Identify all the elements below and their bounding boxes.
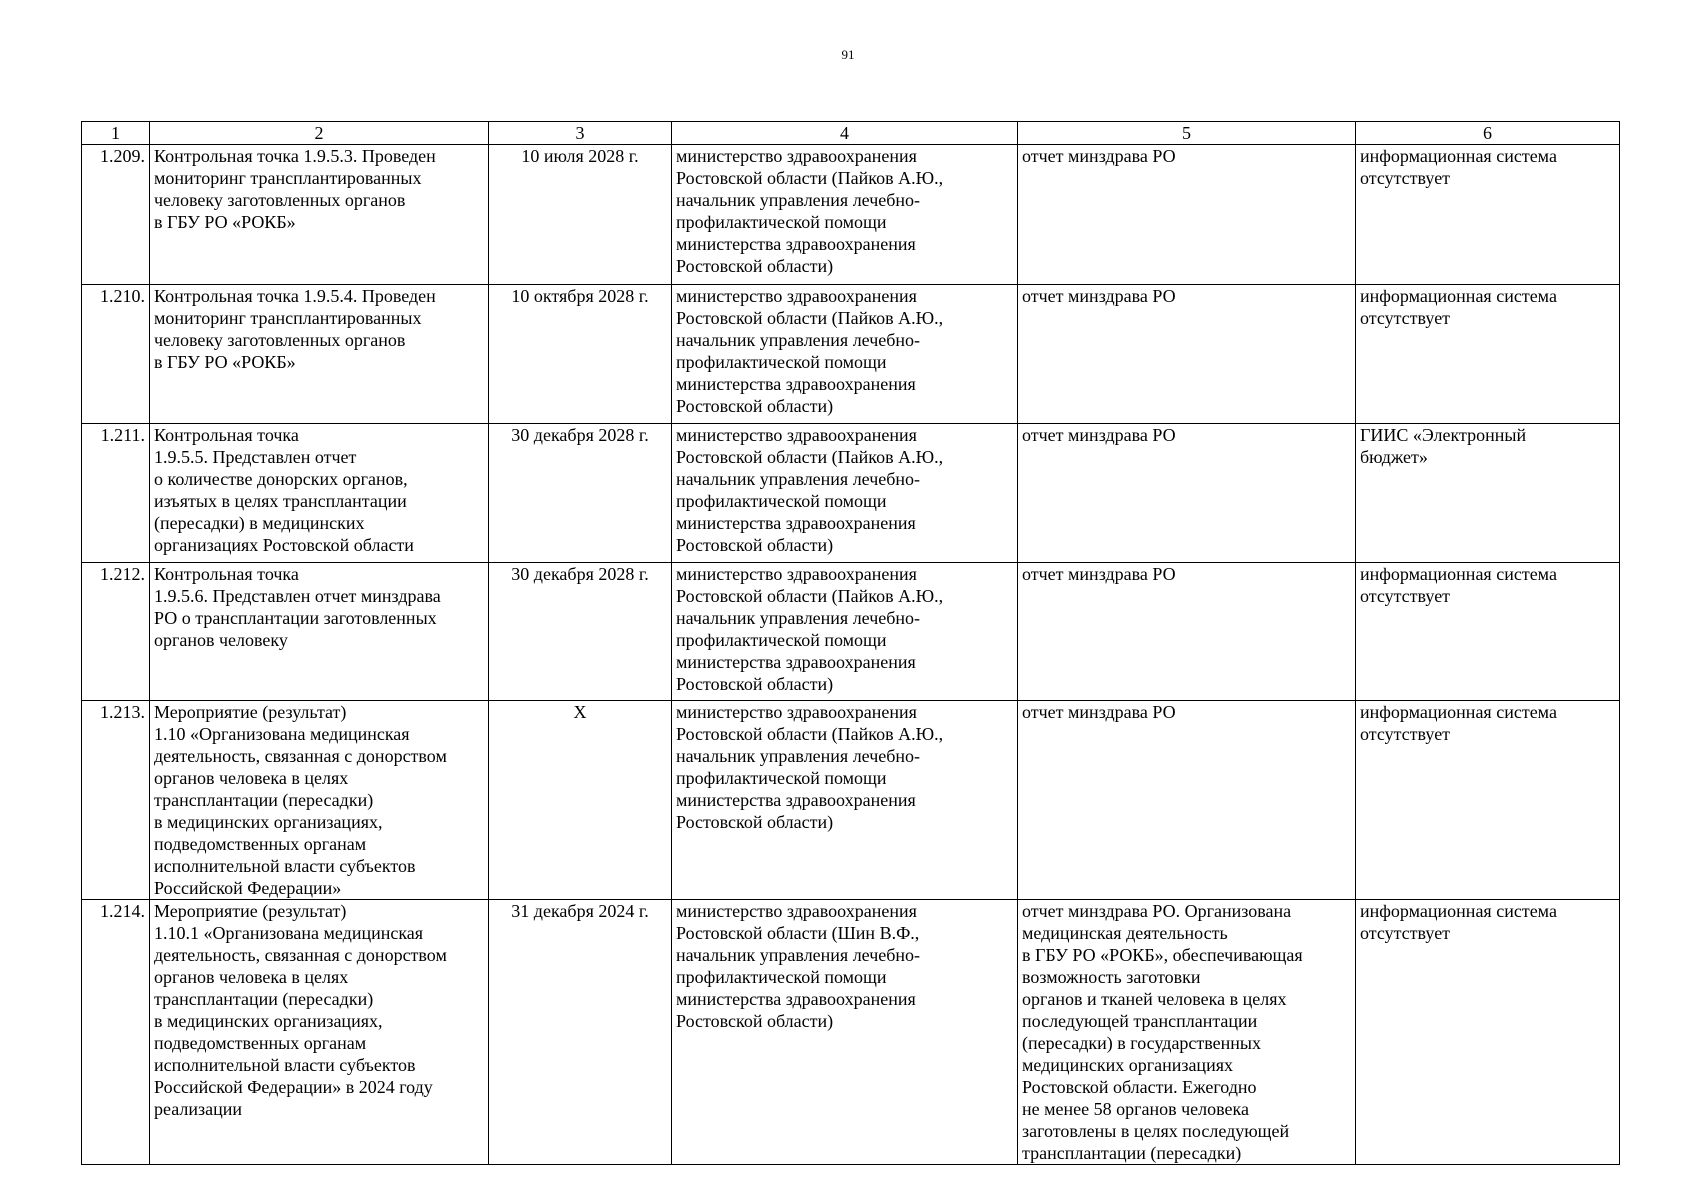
row-number: 1.213. — [82, 701, 150, 900]
result-document: отчет минздрава РО. Организована медицинская деятельность в ГБУ РО «РОКБ», обеспечивающая возможность заготовки органов и тканей человека в целях последующей трансплантации (пересадки) в государственных медицинских организациях Ростовской области. Ежегодно не менее 58 органов человека заготовлены в целях последующей трансплантации (пересадки) — [1018, 900, 1356, 1165]
information-system: ГИИС «Электронный бюджет» — [1356, 424, 1620, 563]
row-number: 1.212. — [82, 563, 150, 701]
column-header: 3 — [489, 122, 672, 145]
result-document: отчет минздрава РО — [1018, 285, 1356, 424]
table-row — [82, 701, 1620, 900]
responsible: министерство здравоохранения Ростовской области (Пайков А.Ю., начальник управления лечебно- профилактической помощи министерства здравоохранения Ростовской области) — [672, 701, 1018, 900]
deadline: 30 декабря 2028 г. — [489, 424, 672, 563]
column-header: 1 — [82, 122, 150, 145]
item-name: Контрольная точка 1.9.5.6. Представлен отчет минздрава РО о трансплантации заготовленных органов человеку — [150, 563, 489, 701]
column-header: 6 — [1356, 122, 1620, 145]
result-document: отчет минздрава РО — [1018, 424, 1356, 563]
header-row — [82, 122, 1620, 145]
row-number: 1.209. — [82, 145, 150, 285]
deadline: Х — [489, 701, 672, 900]
column-header: 2 — [150, 122, 489, 145]
responsible: министерство здравоохранения Ростовской области (Шин В.Ф., начальник управления лечебно- профилактической помощи министерства здравоохранения Ростовской области) — [672, 900, 1018, 1165]
table-row — [82, 285, 1620, 424]
result-document: отчет минздрава РО — [1018, 563, 1356, 701]
responsible: министерство здравоохранения Ростовской области (Пайков А.Ю., начальник управления лечебно- профилактической помощи министерства здравоохранения Ростовской области) — [672, 145, 1018, 285]
information-system: информационная система отсутствует — [1356, 900, 1620, 1165]
item-name: Контрольная точка 1.9.5.3. Проведен мониторинг трансплантированных человеку заготовленных органов в ГБУ РО «РОКБ» — [150, 145, 489, 285]
deadline: 31 декабря 2024 г. — [489, 900, 672, 1165]
table-row — [82, 145, 1620, 285]
information-system: информационная система отсутствует — [1356, 145, 1620, 285]
information-system: информационная система отсутствует — [1356, 563, 1620, 701]
row-number: 1.211. — [82, 424, 150, 563]
table-row — [82, 900, 1620, 1165]
table-row — [82, 563, 1620, 701]
deadline: 30 декабря 2028 г. — [489, 563, 672, 701]
responsible: министерство здравоохранения Ростовской области (Пайков А.Ю., начальник управления лечебно- профилактической помощи министерства здравоохранения Ростовской области) — [672, 563, 1018, 701]
column-header: 4 — [672, 122, 1018, 145]
item-name: Контрольная точка 1.9.5.5. Представлен отчет о количестве донорских органов, изъятых в целях трансплантации (пересадки) в медицинских организациях Ростовской области — [150, 424, 489, 563]
column-header: 5 — [1018, 122, 1356, 145]
information-system: информационная система отсутствует — [1356, 701, 1620, 900]
row-number: 1.210. — [82, 285, 150, 424]
result-document: отчет минздрава РО — [1018, 701, 1356, 900]
row-number: 1.214. — [82, 900, 150, 1165]
plan-table — [81, 121, 1620, 1165]
item-name: Контрольная точка 1.9.5.4. Проведен мониторинг трансплантированных человеку заготовленных органов в ГБУ РО «РОКБ» — [150, 285, 489, 424]
item-name: Мероприятие (результат) 1.10 «Организована медицинская деятельность, связанная с донорством органов человека в целях трансплантации (пересадки) в медицинских организациях, подведомственных органам исполнительной власти субъектов Российской Федерации» — [150, 701, 489, 900]
table-row — [82, 424, 1620, 563]
page-number: 91 — [841, 47, 855, 62]
deadline: 10 июля 2028 г. — [489, 145, 672, 285]
information-system: информационная система отсутствует — [1356, 285, 1620, 424]
responsible: министерство здравоохранения Ростовской области (Пайков А.Ю., начальник управления лечебно- профилактической помощи министерства здравоохранения Ростовской области) — [672, 285, 1018, 424]
deadline: 10 октября 2028 г. — [489, 285, 672, 424]
item-name: Мероприятие (результат) 1.10.1 «Организована медицинская деятельность, связанная с донорством органов человека в целях трансплантации (пересадки) в медицинских организациях, подведомственных органам исполнительной власти субъектов Российской Федерации» в 2024 году реализации — [150, 900, 489, 1165]
responsible: министерство здравоохранения Ростовской области (Пайков А.Ю., начальник управления лечебно- профилактической помощи министерства здравоохранения Ростовской области) — [672, 424, 1018, 563]
result-document: отчет минздрава РО — [1018, 145, 1356, 285]
